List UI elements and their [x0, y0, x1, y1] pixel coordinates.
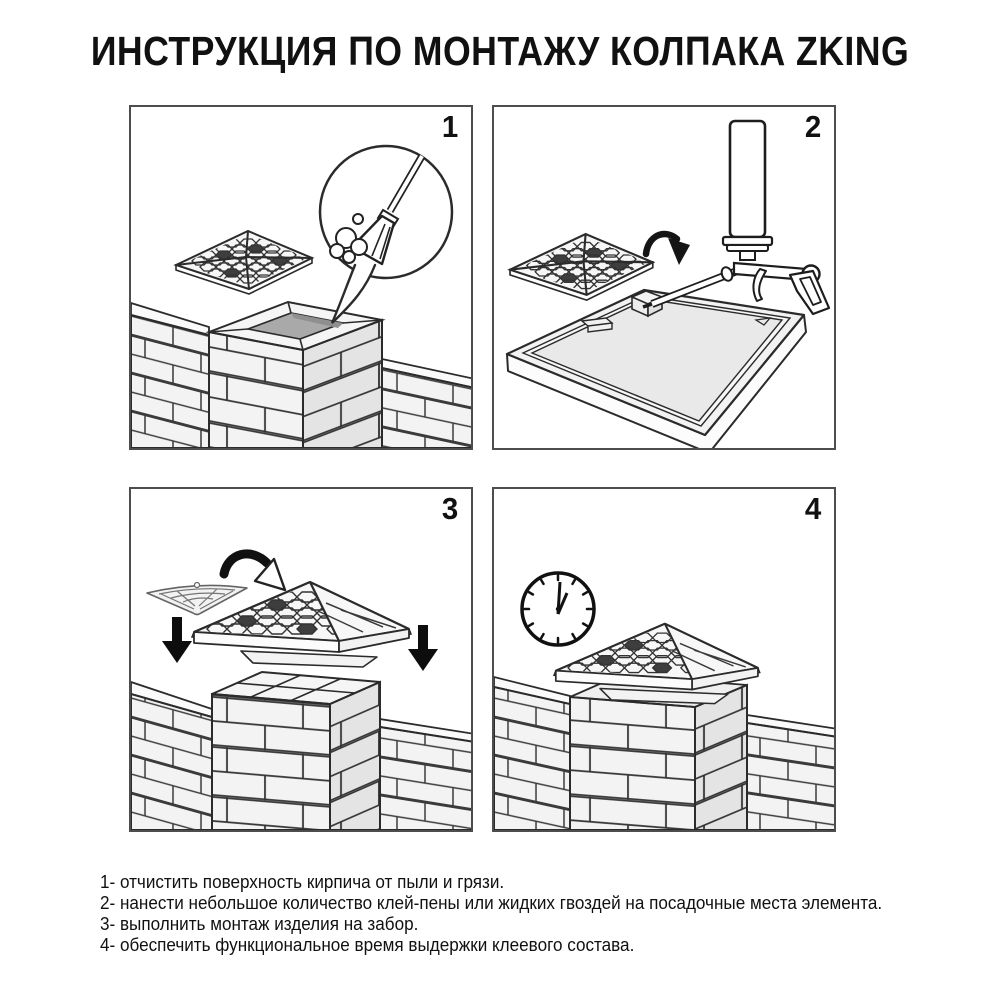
step-panel-4 [492, 487, 836, 832]
cap-underside-tray [507, 290, 806, 448]
step-number: 4 [804, 491, 821, 526]
clock-icon [522, 573, 594, 645]
page-title: ИНСТРУКЦИЯ ПО МОНТАЖУ КОЛПАКА ZKING [90, 28, 910, 74]
step-panel-1 [129, 105, 473, 450]
down-arrow-icon [408, 625, 438, 671]
flip-arrow-icon [224, 554, 285, 590]
instruction-item-4: 4- обеспечить функциональное время выдержки клеевого состава. [100, 935, 635, 955]
brick-fence-and-pillar [131, 276, 471, 448]
instruction-item-1: 1- отчистить поверхность кирпича от пыли и грязи. [100, 872, 505, 892]
step-number: 1 [441, 109, 458, 144]
flip-arrow-icon [646, 234, 690, 265]
panel-3-illustration [131, 489, 471, 830]
brick-fence-and-pillar [131, 652, 471, 830]
panel-1-illustration [131, 107, 471, 448]
step-number: 3 [441, 491, 458, 526]
chimney-cap [176, 231, 312, 294]
step-panel-3 [129, 487, 473, 832]
chimney-cap-small [510, 234, 653, 300]
down-arrow-icon [162, 617, 192, 663]
instruction-item-3: 3- выполнить монтаж изделия на забор. [100, 914, 419, 934]
instruction-item-2: 2- нанести небольшое количество клей-пены или жидких гвоздей на посадочные места элемента. [100, 893, 883, 913]
foam-gun-icon [643, 121, 829, 314]
step-panel-2 [492, 105, 836, 450]
panel-2-illustration [494, 107, 834, 448]
cleaning-callout [320, 146, 452, 323]
step-number: 2 [804, 109, 821, 144]
panel-4-illustration [494, 489, 834, 830]
inverted-cap-small [147, 583, 247, 615]
instruction-list [100, 872, 882, 956]
